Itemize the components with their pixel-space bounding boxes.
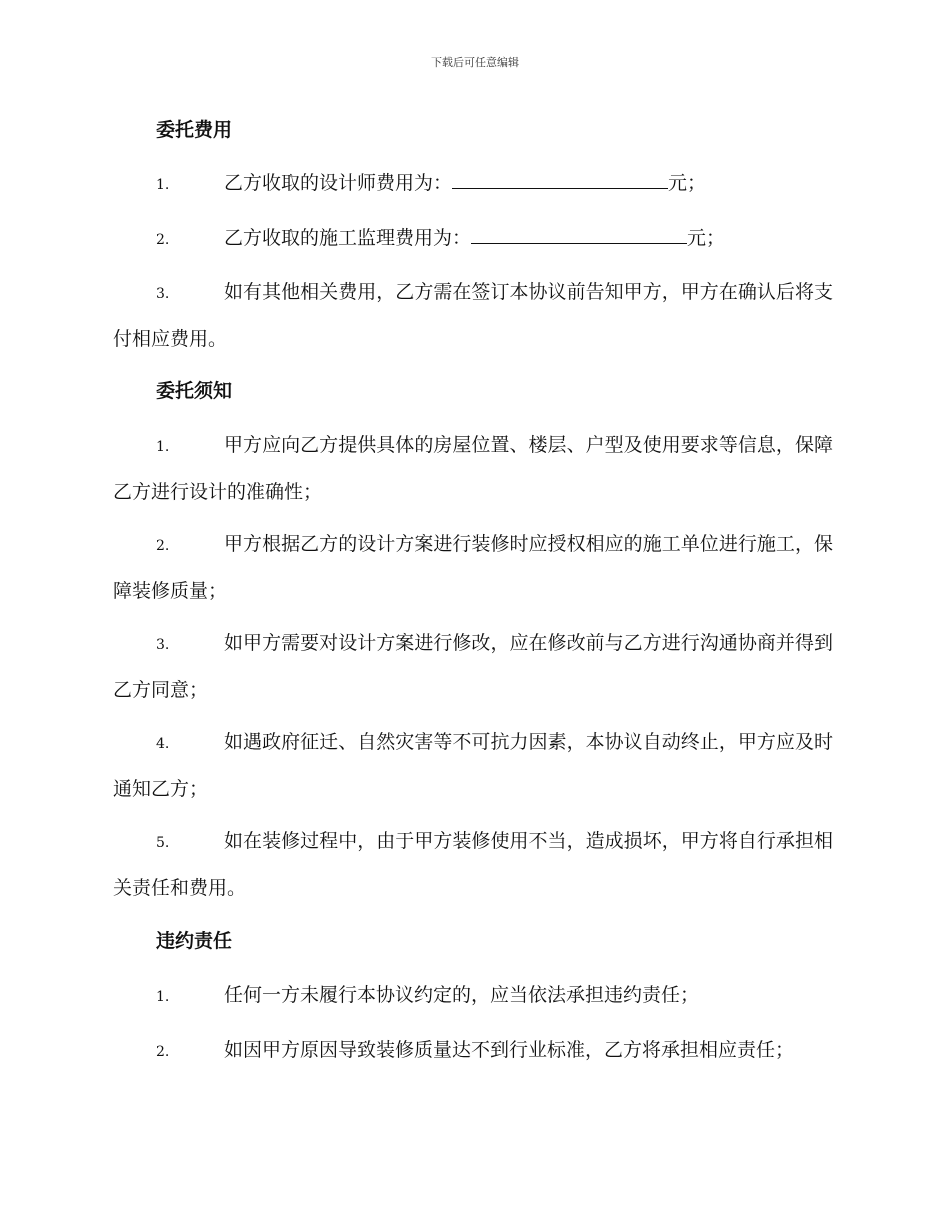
list-item	[113, 216, 833, 263]
item-number: 1.	[156, 177, 170, 193]
item-number: 1.	[156, 439, 170, 455]
item-number: 5.	[156, 835, 170, 851]
item-text: 如因甲方原因导致装修质量达不到行业标准，乙方将承担相应责任；	[224, 1039, 795, 1061]
item-text: 任何一方未履行本协议约定的，应当依法承担违约责任；	[224, 984, 700, 1006]
section-heading-liability: 违约责任	[156, 930, 233, 952]
item-text: 甲方根据乙方的设计方案进行装修时应授权相应的施工单位进行施工，保障装修质量；	[113, 533, 833, 602]
item-number: 2.	[156, 232, 170, 248]
item-text: 乙方收取的施工监理费用为：	[224, 227, 472, 249]
list-item	[113, 973, 833, 1020]
page-header: 下载后可任意编辑	[431, 56, 519, 69]
list-item	[113, 522, 833, 614]
section-heading-notice: 委托须知	[156, 380, 233, 402]
list-item	[113, 423, 833, 515]
list-item	[113, 270, 833, 362]
list-item	[113, 161, 833, 208]
item-number: 2.	[156, 538, 170, 554]
list-item	[113, 1028, 833, 1075]
list-item	[113, 819, 833, 911]
item-number: 3.	[156, 637, 170, 653]
item-text: 如有其他相关费用，乙方需在签订本协议前告知甲方，甲方在确认后将支付相应费用。	[113, 281, 833, 350]
item-number: 2.	[156, 1044, 170, 1060]
list-item	[113, 720, 833, 812]
item-number: 4.	[156, 736, 170, 752]
fill-blank	[471, 225, 687, 244]
section-heading-fees: 委托费用	[156, 119, 233, 141]
item-text: 甲方应向乙方提供具体的房屋位置、楼层、户型及使用要求等信息，保障乙方进行设计的准确性；	[113, 434, 833, 503]
item-text: 如甲方需要对设计方案进行修改，应在修改前与乙方进行沟通协商并得到乙方同意；	[113, 632, 833, 701]
item-number: 3.	[156, 286, 170, 302]
list-item	[113, 621, 833, 713]
item-suffix: 元；	[687, 227, 726, 249]
item-number: 1.	[156, 989, 170, 1005]
item-text: 乙方收取的设计师费用为：	[224, 172, 453, 194]
item-suffix: 元；	[668, 172, 707, 194]
item-text: 如在装修过程中，由于甲方装修使用不当，造成损坏，甲方将自行承担相关责任和费用。	[113, 830, 833, 899]
fill-blank	[452, 170, 668, 189]
item-text: 如遇政府征迁、自然灾害等不可抗力因素，本协议自动终止，甲方应及时通知乙方；	[113, 731, 833, 800]
